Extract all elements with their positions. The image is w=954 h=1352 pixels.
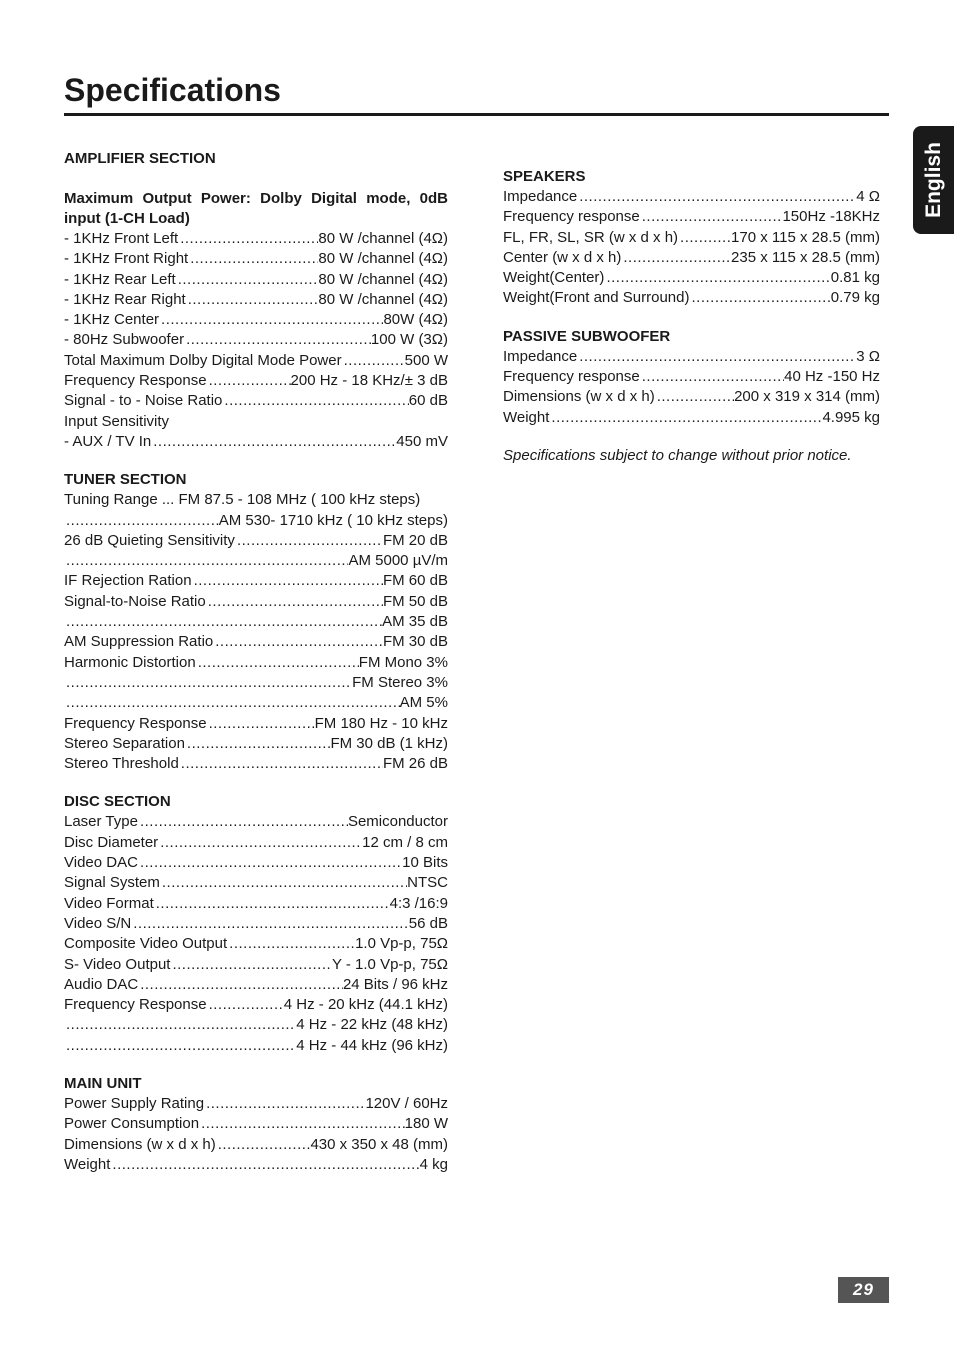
spec-row: [64, 714, 448, 734]
spec-label: - 1KHz Rear Left: [64, 270, 176, 288]
section-gap: [64, 169, 448, 189]
spec-row: [64, 995, 448, 1015]
dot-leader: [178, 229, 318, 249]
spec-row: [64, 490, 448, 510]
right-column: [503, 166, 880, 466]
spec-value: FM 180 Hz - 10 kHz: [314, 714, 448, 732]
spec-value: FM 26 dB: [382, 755, 448, 773]
dot-leader: [64, 511, 219, 531]
dot-leader: [64, 1015, 296, 1035]
spec-value: 60 dB: [408, 392, 448, 410]
spec-row: [64, 571, 448, 591]
page-title: Specifications: [64, 72, 281, 108]
spec-value: 56 dB: [408, 914, 448, 932]
spec-value: 200 x 319 x 314 (mm): [734, 388, 880, 406]
spec-value: 100 W (3Ω): [370, 331, 448, 349]
dot-leader: [64, 1036, 296, 1056]
spec-note: Specifications subject to change without prior notice.: [503, 446, 852, 464]
spec-row: [64, 391, 448, 411]
dot-leader: [160, 873, 407, 893]
spec-section: [503, 326, 880, 428]
dot-leader: [227, 934, 355, 954]
spec-row: [503, 187, 880, 207]
spec-value: AM 5000 µV/m: [348, 552, 448, 570]
spec-row: [64, 734, 448, 754]
dot-leader: [138, 853, 402, 873]
spec-value: 120V / 60Hz: [365, 1094, 448, 1112]
spec-label: - 1KHz Rear Right: [64, 290, 186, 308]
spec-value: 4 Hz - 20 kHz (44.1 kHz): [283, 996, 448, 1014]
spec-label: Harmonic Distortion: [64, 653, 196, 671]
spec-row: [64, 934, 448, 954]
spec-label: - 1KHz Front Right: [64, 250, 189, 268]
spec-row: [64, 1155, 448, 1175]
dot-leader: [199, 1114, 405, 1134]
spec-label: Laser Type: [64, 813, 138, 831]
spec-row: [64, 290, 448, 310]
section-heading: TUNER SECTION: [64, 471, 187, 489]
spec-row: [503, 228, 880, 248]
dot-leader: [159, 310, 383, 330]
spec-value: 80 W /channel (4Ω): [318, 230, 448, 247]
spec-label: Video DAC: [64, 854, 138, 872]
spec-row: [64, 955, 448, 975]
dot-leader: [192, 571, 383, 591]
spec-value: 80 W /channel (4Ω): [318, 270, 448, 288]
spec-label: Stereo Threshold: [64, 755, 179, 773]
section-heading: AMPLIFIER SECTION: [64, 150, 216, 167]
spec-value: 12 cm / 8 cm: [362, 833, 448, 851]
spec-label: Tuning Range ... FM 87.5 - 108 MHz ( 100 kHz steps): [64, 491, 421, 509]
spec-row: [64, 412, 448, 432]
dot-leader: [204, 1094, 365, 1114]
spec-label: Signal System: [64, 874, 160, 892]
dot-leader: [186, 290, 319, 310]
spec-row: [64, 432, 448, 452]
spec-label: AM Suppression Ratio: [64, 633, 214, 651]
spec-label: S- Video Output: [64, 955, 171, 973]
spec-row: [64, 270, 448, 290]
dot-leader: [222, 391, 408, 411]
right-column-sections: [503, 166, 880, 428]
spec-row: [64, 833, 448, 853]
spec-row: [64, 551, 448, 571]
spec-label: Stereo Separation: [64, 734, 185, 752]
dot-leader: [689, 288, 830, 308]
spec-label: Disc Diameter: [64, 833, 159, 851]
spec-value: 4:3 /16:9: [389, 894, 448, 912]
spec-row: [64, 330, 448, 350]
spec-value: 40 Hz -150 Hz: [784, 368, 880, 386]
spec-row: [503, 268, 880, 288]
spec-value: 150Hz -18KHz: [782, 208, 880, 226]
dot-leader: [154, 894, 390, 914]
spec-section: [503, 166, 880, 309]
spec-value: Y - 1.0 Vp-p, 75Ω: [331, 955, 448, 973]
spec-label: Video Format: [64, 894, 154, 912]
spec-value: 24 Bits / 96 kHz: [342, 975, 448, 993]
spec-label: Total Maximum Dolby Digital Mode Power: [64, 351, 342, 369]
dot-leader: [64, 673, 352, 693]
dot-leader: [216, 1135, 311, 1155]
spec-value: FM Stereo 3%: [352, 673, 448, 691]
dot-leader: [188, 249, 318, 269]
spec-label: Frequency Response: [64, 996, 207, 1014]
spec-row: [64, 371, 448, 391]
spec-row: [64, 975, 448, 995]
spec-value: 4 kg: [419, 1155, 448, 1173]
spec-row: [64, 1135, 448, 1155]
spec-row: [64, 1094, 448, 1114]
spec-label: FL, FR, SL, SR (w x d x h): [503, 228, 679, 246]
spec-row: [64, 229, 448, 249]
spec-value: FM 60 dB: [382, 572, 448, 590]
spec-value: 80W (4Ω): [383, 311, 448, 329]
spec-label: Weight: [64, 1155, 111, 1173]
spec-row: [64, 612, 448, 632]
title-rule: [64, 113, 889, 116]
spec-section: [64, 791, 448, 1056]
dot-leader: [185, 734, 331, 754]
spec-row: [64, 693, 448, 713]
spec-row: [503, 207, 880, 227]
dot-leader: [206, 592, 383, 612]
spec-value: FM 30 dB (1 kHz): [330, 734, 448, 752]
dot-leader: [655, 387, 734, 407]
language-tab: [913, 126, 954, 234]
spec-row: [64, 653, 448, 673]
language-tab-label: English: [921, 142, 945, 218]
spec-value: AM 35 dB: [382, 613, 448, 631]
spec-row: [64, 1114, 448, 1134]
spec-row: [503, 387, 880, 407]
spec-value: AM 5%: [399, 694, 448, 712]
spec-label: Power Supply Rating: [64, 1094, 205, 1112]
section-heading: SPEAKERS: [503, 168, 586, 185]
spec-label: Weight(Front and Surround): [503, 289, 690, 307]
spec-label: IF Rejection Ration: [64, 572, 192, 590]
dot-leader: [549, 408, 822, 428]
spec-value: 80 W /channel (4Ω): [318, 250, 448, 268]
spec-value: 450 mV: [396, 432, 448, 450]
spec-row: [64, 531, 448, 551]
dot-leader: [138, 975, 343, 995]
dot-leader: [640, 367, 784, 387]
dot-leader: [207, 371, 291, 391]
dot-leader: [678, 228, 731, 248]
dot-leader: [213, 632, 383, 652]
spec-label: Weight(Center): [503, 269, 605, 287]
spec-row: [503, 248, 880, 268]
dot-leader: [577, 347, 856, 367]
section-heading: PASSIVE SUBWOOFER: [503, 327, 671, 345]
spec-label: - AUX / TV In: [64, 432, 152, 450]
page-number: 29: [838, 1277, 889, 1303]
spec-value: 0.79 kg: [830, 289, 880, 307]
spec-value: 200 Hz - 18 KHz/± 3 dB: [290, 372, 448, 390]
dot-leader: [196, 653, 359, 673]
dot-leader: [170, 955, 332, 975]
dot-leader: [110, 1155, 419, 1175]
spec-row: [64, 351, 448, 371]
spec-label: Impedance: [503, 188, 578, 205]
spec-value: Semiconductor: [347, 813, 448, 831]
spec-label: Audio DAC: [64, 975, 139, 993]
spec-label: Dimensions (w x d x h): [64, 1135, 216, 1153]
spec-label: Frequency response: [503, 208, 640, 226]
spec-label: Video S/N: [64, 914, 132, 932]
spec-section: [64, 148, 448, 452]
spec-label: Frequency response: [503, 368, 640, 386]
spec-row: [64, 812, 448, 832]
dot-leader: [235, 531, 383, 551]
spec-row: [64, 1036, 448, 1056]
dot-leader: [621, 248, 731, 268]
spec-value: AM 530- 1710 kHz ( 10 kHz steps): [218, 511, 448, 529]
dot-leader: [207, 995, 284, 1015]
spec-label: Weight: [503, 408, 550, 426]
dot-leader: [604, 268, 830, 288]
spec-label: Signal-to-Noise Ratio: [64, 592, 206, 610]
spec-row: [64, 632, 448, 652]
spec-value: 80 W /channel (4Ω): [318, 290, 448, 308]
spec-row: [64, 894, 448, 914]
spec-value: 4.995 kg: [822, 408, 880, 426]
spec-row: [503, 367, 880, 387]
spec-value: FM 20 dB: [382, 531, 448, 549]
spec-label: - 1KHz Front Left: [64, 230, 179, 247]
section-heading: MAIN UNIT: [64, 1074, 142, 1092]
spec-label: Signal - to - Noise Ratio: [64, 392, 223, 410]
spec-label: - 80Hz Subwoofer: [64, 331, 185, 349]
spec-label: Input Sensitivity: [64, 412, 170, 430]
spec-label: - 1KHz Center: [64, 311, 160, 329]
spec-label: Frequency Response: [64, 372, 207, 390]
spec-row: [64, 1015, 448, 1035]
dot-leader: [179, 754, 383, 774]
spec-row: [503, 347, 880, 367]
dot-leader: [131, 914, 409, 934]
spec-value: 430 x 350 x 48 (mm): [310, 1135, 448, 1153]
spec-section: [64, 469, 448, 774]
dot-leader: [158, 833, 362, 853]
dot-leader: [342, 351, 405, 371]
spec-value: FM 50 dB: [382, 592, 448, 610]
spec-row: [64, 249, 448, 269]
spec-value: FM 30 dB: [382, 633, 448, 651]
spec-label: Center (w x d x h): [503, 248, 622, 266]
spec-value: NTSC: [407, 874, 448, 892]
spec-label: Composite Video Output: [64, 935, 228, 953]
spec-label: Frequency Response: [64, 714, 207, 732]
spec-value: 0.81 kg: [830, 269, 880, 287]
spec-label: Dimensions (w x d x h): [503, 388, 655, 406]
spec-label: Impedance: [503, 347, 578, 365]
spec-row: [64, 592, 448, 612]
dot-leader: [64, 551, 348, 571]
spec-row: [64, 873, 448, 893]
spec-value: 4 Ω: [856, 188, 880, 205]
dot-leader: [138, 812, 348, 832]
spec-value: 500 W: [404, 351, 448, 369]
spec-value: 1.0 Vp-p, 75Ω: [355, 935, 448, 953]
spec-value: 10 Bits: [402, 854, 448, 872]
dot-leader: [640, 207, 783, 227]
left-column: [64, 148, 448, 1192]
section-heading: DISC SECTION: [64, 793, 171, 811]
spec-value: 170 x 115 x 28.5 (mm): [731, 228, 880, 246]
dot-leader: [64, 612, 382, 632]
dot-leader: [207, 714, 315, 734]
dot-leader: [151, 432, 396, 452]
spec-row: [64, 673, 448, 693]
spec-row: [64, 310, 448, 330]
spec-value: 3 Ω: [856, 347, 880, 365]
spec-label: 26 dB Quieting Sensitivity: [64, 531, 235, 549]
spec-row: [64, 511, 448, 531]
spec-row: [503, 288, 880, 308]
spec-section: [64, 1073, 448, 1175]
spec-label: Power Consumption: [64, 1115, 200, 1133]
spec-row: [64, 853, 448, 873]
section-subheading: Maximum Output Power: Dolby Digital mode, 0dB input (1-CH Load): [64, 190, 448, 227]
spec-value: 4 Hz - 44 kHz (96 kHz): [296, 1036, 448, 1054]
dot-leader: [184, 330, 371, 350]
spec-row: [64, 754, 448, 774]
dot-leader: [577, 187, 856, 207]
spec-value: 180 W: [404, 1115, 448, 1133]
dot-leader: [64, 693, 400, 713]
spec-row: [64, 914, 448, 934]
spec-value: FM Mono 3%: [358, 653, 448, 671]
spec-row: [503, 408, 880, 428]
dot-leader: [176, 270, 319, 290]
spec-value: 235 x 115 x 28.5 (mm): [731, 248, 880, 266]
spec-value: 4 Hz - 22 kHz (48 kHz): [296, 1016, 448, 1034]
